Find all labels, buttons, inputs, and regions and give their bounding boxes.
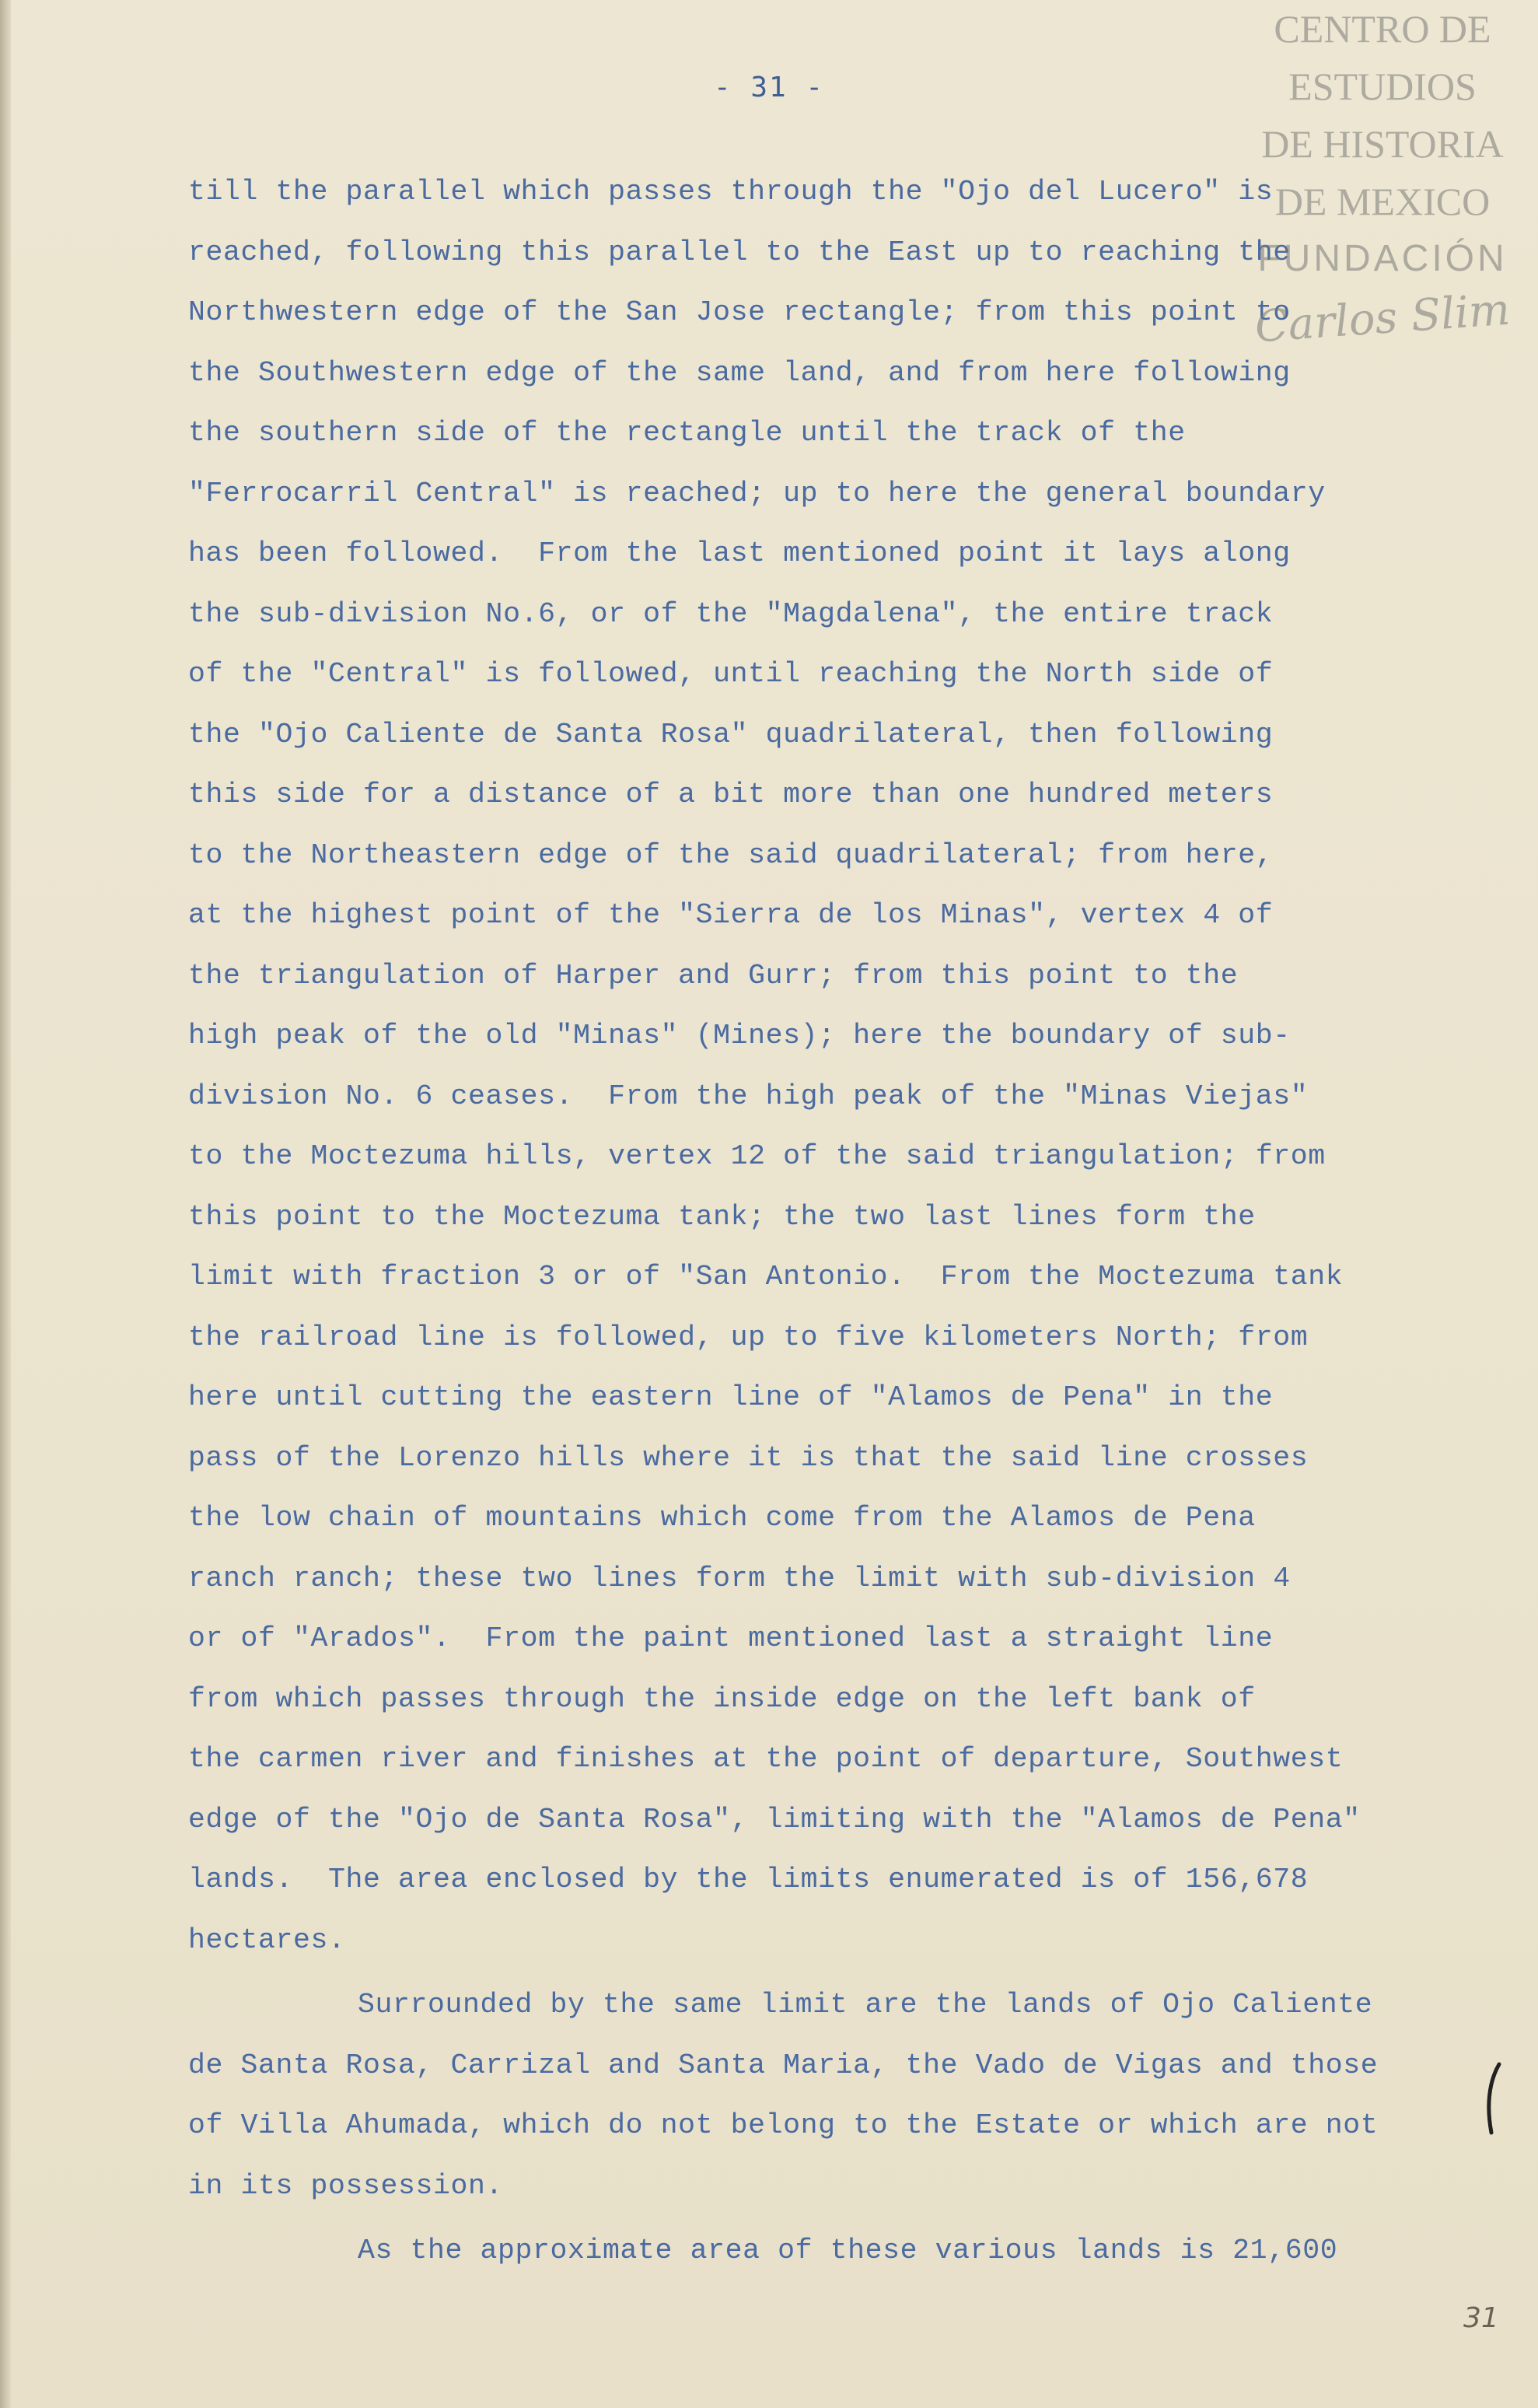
text-line: the sub-division No.6, or of the "Magdalena", the entire track: [188, 597, 1274, 630]
text-line: the Southwestern edge of the same land, and from here following: [188, 356, 1291, 389]
text-line: till the parallel which passes through the "Ojo del Lucero" is: [188, 176, 1274, 208]
paragraph-2-line: de Santa Rosa, Carrizal and Santa Maria, the Vado de Vigas and those: [188, 2049, 1379, 2081]
text-line: this point to the Moctezuma tank; the two last lines form the: [188, 1200, 1256, 1233]
text-line: to the Northeastern edge of the said quadrilateral; from here,: [188, 838, 1274, 871]
text-line: hectares.: [188, 1923, 346, 1956]
text-line: the railroad line is followed, up to five kilometers North; from: [188, 1321, 1309, 1353]
watermark-line: CENTRO DE: [1274, 7, 1491, 51]
text-line: has been followed. From the last mentioned point it lays along: [188, 537, 1291, 569]
page-edge: [0, 0, 11, 2408]
text-line: pass of the Lorenzo hills where it is that the said line crosses: [188, 1441, 1309, 1474]
text-line: ranch ranch; these two lines form the limit with sub-division 4: [188, 1562, 1291, 1594]
text-line: Northwestern edge of the San Jose rectangle; from this point to: [188, 296, 1291, 328]
page-number: - 31 -: [713, 72, 825, 103]
body-text: [188, 162, 1463, 2281]
text-line: this side for a distance of a bit more than one hundred meters: [188, 779, 1274, 810]
paragraph-3-line: As the approximate area of these various lands is 21,600: [358, 2235, 1338, 2266]
paragraph-2-line: Surrounded by the same limit are the lands of Ojo Caliente: [358, 1989, 1373, 2021]
text-line: division No. 6 ceases. From the high peak of the "Minas Viejas": [188, 1080, 1309, 1112]
text-line: here until cutting the eastern line of "Alamos de Pena" in the: [188, 1381, 1274, 1413]
text-line: or of "Arados". From the paint mentioned last a straight line: [188, 1622, 1274, 1654]
watermark-signature: Carlos Slim: [1253, 284, 1512, 353]
text-line: the low chain of mountains which come from the Alamos de Pena: [188, 1502, 1256, 1534]
margin-bracket-mark: [1480, 2061, 1504, 2135]
text-line: "Ferrocarril Central" is reached; up to here the general boundary: [188, 477, 1326, 509]
watermark-line: ESTUDIOS: [1288, 65, 1477, 108]
text-line: of the "Central" is followed, until reaching the North side of: [188, 658, 1274, 690]
text-line: high peak of the old "Minas" (Mines); here the boundary of sub-: [188, 1020, 1291, 1052]
paragraph-2-line: in its possession.: [188, 2169, 504, 2202]
watermark-line: DE HISTORIA: [1261, 122, 1504, 166]
paragraph-2-line: of Villa Ahumada, which do not belong to the Estate or which are not: [188, 2109, 1379, 2141]
text-line: from which passes through the inside edge on the left bank of: [188, 1682, 1256, 1715]
corner-page-number: 31: [1463, 2302, 1499, 2334]
archive-watermark: [1227, 0, 1538, 389]
text-line: the triangulation of Harper and Gurr; from this point to the: [188, 959, 1239, 992]
text-line: the carmen river and finishes at the point of departure, Southwest: [188, 1743, 1344, 1775]
text-line: at the highest point of the "Sierra de los Minas", vertex 4 of: [188, 899, 1274, 931]
text-line: to the Moctezuma hills, vertex 12 of the said triangulation; from: [188, 1140, 1326, 1172]
text-line: lands. The area enclosed by the limits enumerated is of 156,678: [188, 1864, 1309, 1895]
text-line: the southern side of the rectangle until the track of the: [188, 417, 1186, 449]
text-line: edge of the "Ojo de Santa Rosa", limiting with the "Alamos de Pena": [188, 1803, 1361, 1836]
text-line: the "Ojo Caliente de Santa Rosa" quadrilateral, then following: [188, 718, 1274, 751]
watermark-line: FUNDACIÓN: [1257, 238, 1508, 279]
text-line: reached, following this parallel to the East up to reaching the: [188, 236, 1291, 268]
text-line: limit with fraction 3 or of "San Antonio. From the Moctezuma tank: [188, 1261, 1344, 1293]
watermark-line: DE MEXICO: [1274, 180, 1491, 223]
